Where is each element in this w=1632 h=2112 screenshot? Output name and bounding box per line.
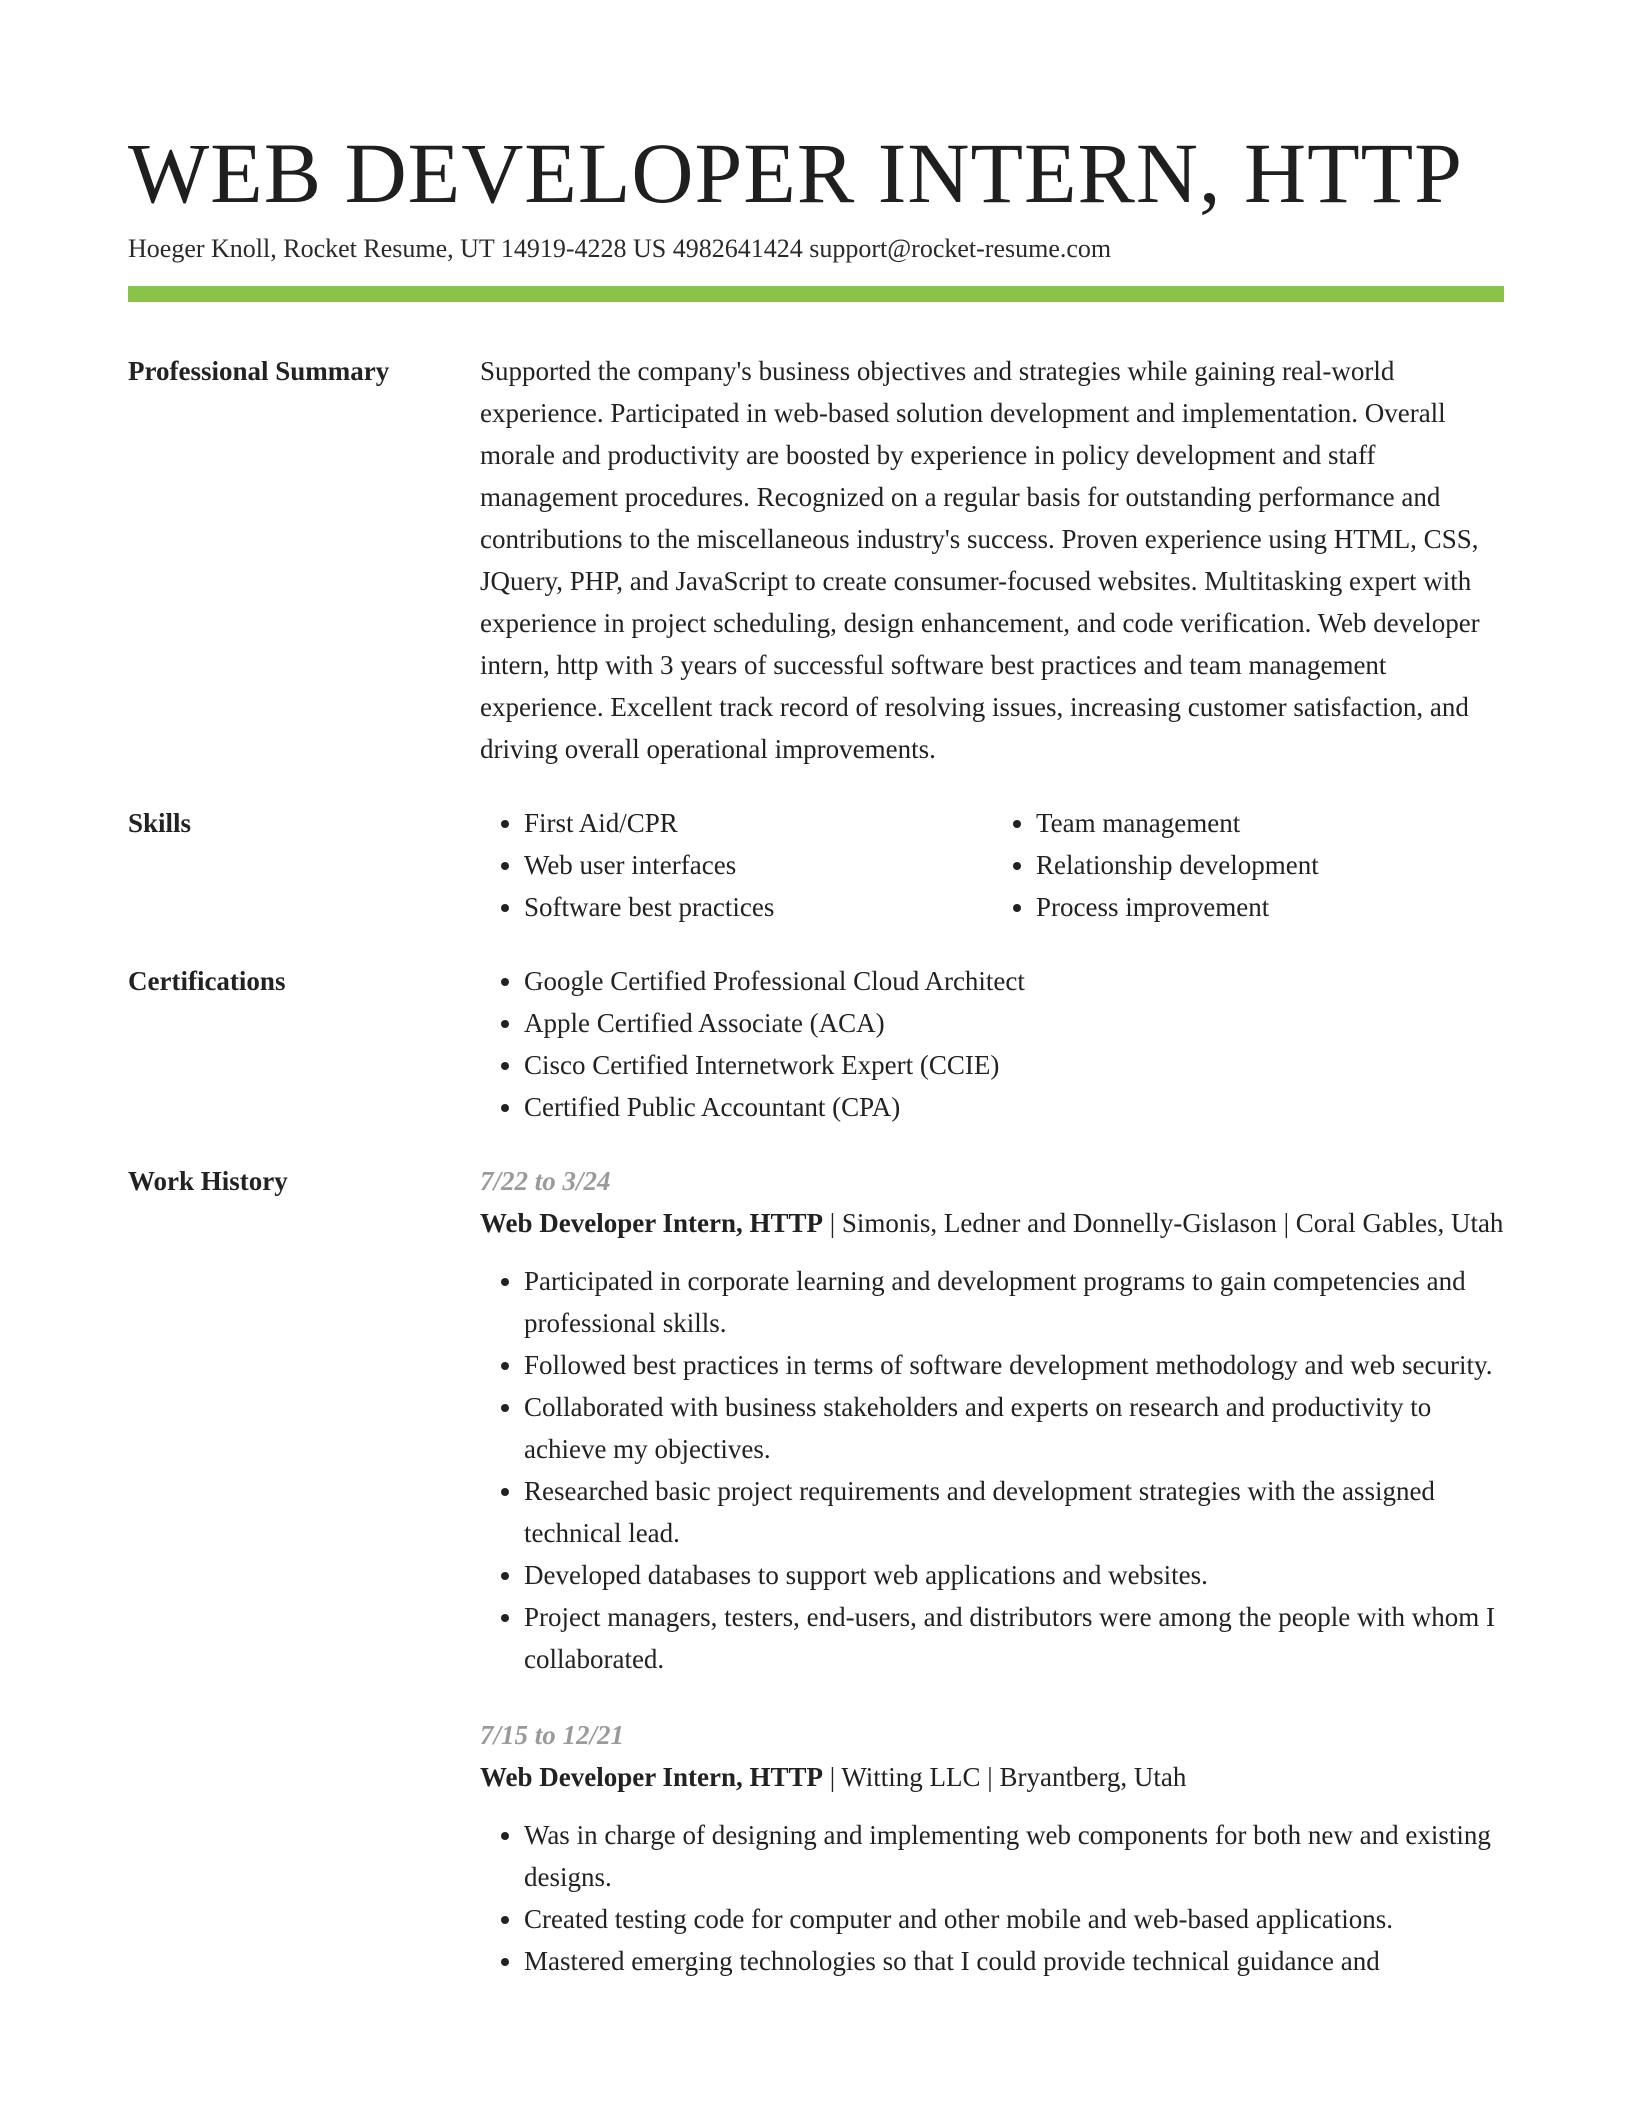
- certification-item: • Cisco Certified Internetwork Expert (CCIE): [524, 1044, 1504, 1086]
- header-divider: [128, 286, 1504, 302]
- job-company-location: | Simonis, Ledner and Donnelly-Gislason | Coral Gables, Utah: [822, 1208, 1504, 1238]
- skill-item: • Web user interfaces: [524, 844, 992, 886]
- job-dates: 7/22 to 3/24: [480, 1166, 611, 1196]
- job-bullet: • Was in charge of designing and implementing web components for both new and existing designs.: [524, 1814, 1504, 1898]
- resume-body: [128, 350, 1504, 2048]
- job-bullets: [480, 1814, 1504, 1982]
- section-label: Skills: [128, 808, 192, 838]
- skills-section: [128, 802, 1504, 928]
- skill-item: • Software best practices: [524, 886, 992, 928]
- job-company-location: | Witting LLC | Bryantberg, Utah: [822, 1762, 1187, 1792]
- job-bullet: • Mastered emerging technologies so that I could provide technical guidance and: [524, 1940, 1504, 1982]
- summary-section: [128, 350, 1504, 770]
- skills-list-left: [480, 802, 992, 928]
- certification-item: • Google Certified Professional Cloud Architect: [524, 960, 1504, 1002]
- job-bullet: • Developed databases to support web applications and websites.: [524, 1554, 1504, 1596]
- job-bullet: • Collaborated with business stakeholders and experts on research and productivity to achieve my objectives.: [524, 1386, 1504, 1470]
- job-entry: [480, 1160, 1504, 1680]
- certifications-section: [128, 960, 1504, 1128]
- skill-item: • Relationship development: [1036, 844, 1504, 886]
- section-label: Certifications: [128, 966, 286, 996]
- skills-list-right: [992, 802, 1504, 928]
- section-label: Work History: [128, 1166, 288, 1196]
- resume-title: WEB DEVELOPER INTERN, HTTP: [128, 125, 1463, 221]
- job-bullet: • Created testing code for computer and other mobile and web-based applications.: [524, 1898, 1504, 1940]
- section-label: Professional Summary: [128, 356, 390, 386]
- work-history-section: [128, 1160, 1504, 2016]
- certifications-list: [480, 960, 1504, 1128]
- skill-item: • Process improvement: [1036, 886, 1504, 928]
- job-dates: 7/15 to 12/21: [480, 1720, 625, 1750]
- job-heading: [480, 1756, 1504, 1798]
- job-title: Web Developer Intern, HTTP: [480, 1762, 823, 1792]
- skill-item: • First Aid/CPR: [524, 802, 992, 844]
- job-bullet: • Followed best practices in terms of software development methodology and web security.: [524, 1344, 1504, 1386]
- job-heading: [480, 1202, 1504, 1244]
- summary-text: Supported the company's business objectives and strategies while gaining real-world experience. Participated in web-based solution development and implementation. Overall morale and productivity are boosted by experience in policy development and staff management procedures. Recognized on a regular basis for outstanding performance and contributions to the miscellaneous industry's success. Proven experience using HTML, CSS, JQuery, PHP, and JavaScript to create consumer-focused websites. Multitasking expert with experience in project scheduling, design enhancement, and code verification. Web developer intern, http with 3 years of successful software best practices and team management experience. Excellent track record of resolving issues, increasing customer satisfaction, and driving overall operational improvements.: [480, 356, 1480, 764]
- certification-item: • Apple Certified Associate (ACA): [524, 1002, 1504, 1044]
- skill-item: • Team management: [1036, 802, 1504, 844]
- job-entry: [480, 1714, 1504, 1982]
- job-bullet: • Project managers, testers, end-users, and distributors were among the people with whom I collaborated.: [524, 1596, 1504, 1680]
- job-bullet: • Participated in corporate learning and development programs to gain competencies and professional skills.: [524, 1260, 1504, 1344]
- certification-item: • Certified Public Accountant (CPA): [524, 1086, 1504, 1128]
- contact-line: Hoeger Knoll, Rocket Resume, UT 14919-4228 US 4982641424 support@rocket-resume.com: [128, 234, 1112, 263]
- job-bullet: • Researched basic project requirements and development strategies with the assigned technical lead.: [524, 1470, 1504, 1554]
- job-title: Web Developer Intern, HTTP: [480, 1208, 823, 1238]
- job-bullets: [480, 1260, 1504, 1680]
